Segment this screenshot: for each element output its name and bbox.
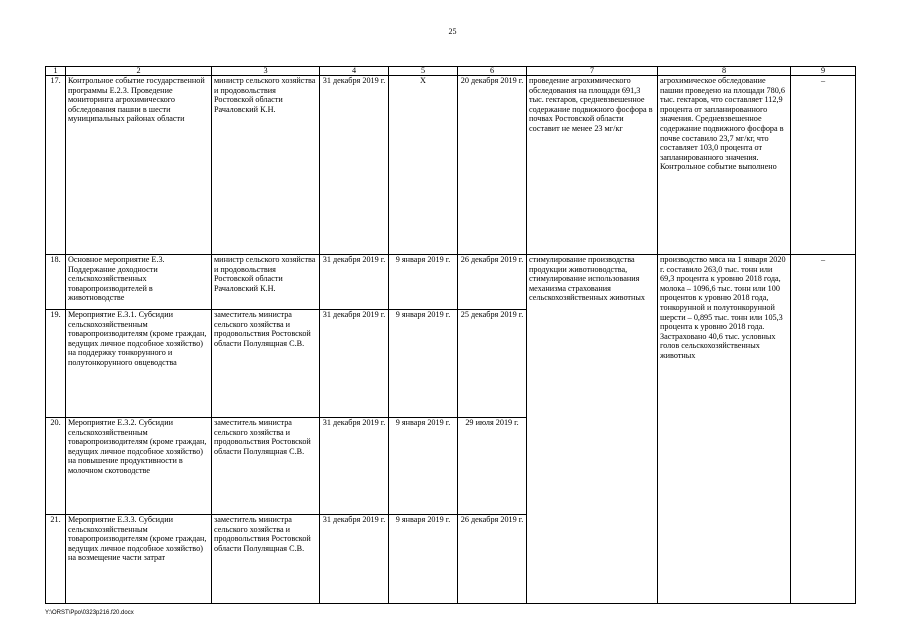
header-col-1: 1 (46, 67, 66, 76)
responsible-person: заместитель министра сельского хозяйства и продовольствия Ростовской области Полулящная С.В. (212, 418, 320, 515)
page-number: 25 (448, 27, 457, 36)
actual-date: 20 декабря 2019 г. (458, 76, 527, 255)
table-row (46, 76, 856, 255)
notes: – (791, 255, 856, 604)
header-col-8: 8 (658, 67, 791, 76)
start-date: 9 января 2019 г. (389, 515, 458, 604)
row-number: 19. (46, 310, 66, 418)
responsible-person: министр сельского хозяйства и продовольствия Ростовской области Рачаловский К.Н. (212, 255, 320, 310)
planned-date: 31 декабря 2019 г. (320, 76, 389, 255)
actual-date: 29 июля 2019 г. (458, 418, 527, 515)
actual-date: 25 декабря 2019 г. (458, 310, 527, 418)
event-name: Основное мероприятие Е.3. Поддержание доходности сельскохозяйственных товаропроизводителей в животноводстве (66, 255, 212, 310)
planned-date: 31 декабря 2019 г. (320, 255, 389, 310)
header-col-3: 3 (212, 67, 320, 76)
file-path-footer: Y:\ORST\Ppo\0323p216.f20.docx (45, 610, 134, 616)
header-col-4: 4 (320, 67, 389, 76)
report-table (45, 66, 856, 604)
row-number: 18. (46, 255, 66, 310)
planned-date: 31 декабря 2019 г. (320, 515, 389, 604)
actual-date: 26 декабря 2019 г. (458, 515, 527, 604)
planned-date: 31 декабря 2019 г. (320, 310, 389, 418)
header-col-2: 2 (66, 67, 212, 76)
planned-result: стимулирование производства продукции животноводства, стимулирование использования механизма страхования сельскохозяйственных животных (527, 255, 658, 604)
event-name: Мероприятие Е.3.3. Субсидии сельскохозяйственным товаропроизводителям (кроме граждан, ведущих личное подсобное хозяйство) на возмещение части затрат (66, 515, 212, 604)
start-date: 9 января 2019 г. (389, 255, 458, 310)
responsible-person: министр сельского хозяйства и продовольствия Ростовской области Рачаловский К.Н. (212, 76, 320, 255)
table-row (46, 255, 856, 310)
responsible-person: заместитель министра сельского хозяйства и продовольствия Ростовской области Полулящная С.В. (212, 515, 320, 604)
actual-date: 26 декабря 2019 г. (458, 255, 527, 310)
header-col-5: 5 (389, 67, 458, 76)
planned-date: 31 декабря 2019 г. (320, 418, 389, 515)
actual-result: агрохимическое обследование пашни проведено на площади 780,6 тыс. гектаров, что составляет 112,9 процента от запланированного значения. Средневзвешенное содержание подвижного фосфора в почве составило 23,7 мг/кг, что составляет 103,0 процента от запланированного значения. Контрольное событие выполнено (658, 76, 791, 255)
start-date: Х (389, 76, 458, 255)
header-col-6: 6 (458, 67, 527, 76)
planned-result: проведение агрохимического обследования на площади 691,3 тыс. гектаров, средневзвешенное содержание подвижного фосфора в почвах Ростовской области составит не менее 23 мг/кг (527, 76, 658, 255)
row-number: 20. (46, 418, 66, 515)
event-name: Контрольное событие государственной программы Е.2.3. Проведение мониторинга агрохимического обследования пашни в шести муниципальных районах области (66, 76, 212, 255)
event-name: Мероприятие Е.3.1. Субсидии сельскохозяйственным товаропроизводителям (кроме граждан, ведущих личное подсобное хозяйство) на поддержку тонкорунного и полутонкорунного овцеводства (66, 310, 212, 418)
header-col-9: 9 (791, 67, 856, 76)
responsible-person: заместитель министра сельского хозяйства и продовольствия Ростовской области Полулящная С.В. (212, 310, 320, 418)
row-number: 17. (46, 76, 66, 255)
notes: – (791, 76, 856, 255)
header-col-7: 7 (527, 67, 658, 76)
row-number: 21. (46, 515, 66, 604)
event-name: Мероприятие Е.3.2. Субсидии сельскохозяйственным товаропроизводителям (кроме граждан, ведущих личное подсобное хозяйство) на повышение продуктивности в молочном скотоводстве (66, 418, 212, 515)
start-date: 9 января 2019 г. (389, 310, 458, 418)
actual-result: производство мяса на 1 января 2020 г. составило 263,0 тыс. тонн или 69,3 процента к уровню 2018 года, молока – 1096,6 тыс. тонн или 100 процентов к уровню 2018 года, тонкорунной и полутонкорунной шерсти – 0,895 тыс. тонн или 105,3 процента к уровню 2018 года. Застраховано 40,6 тыс. условных голов сельскохозяйственных животных (658, 255, 791, 604)
start-date: 9 января 2019 г. (389, 418, 458, 515)
header-row (46, 67, 856, 76)
